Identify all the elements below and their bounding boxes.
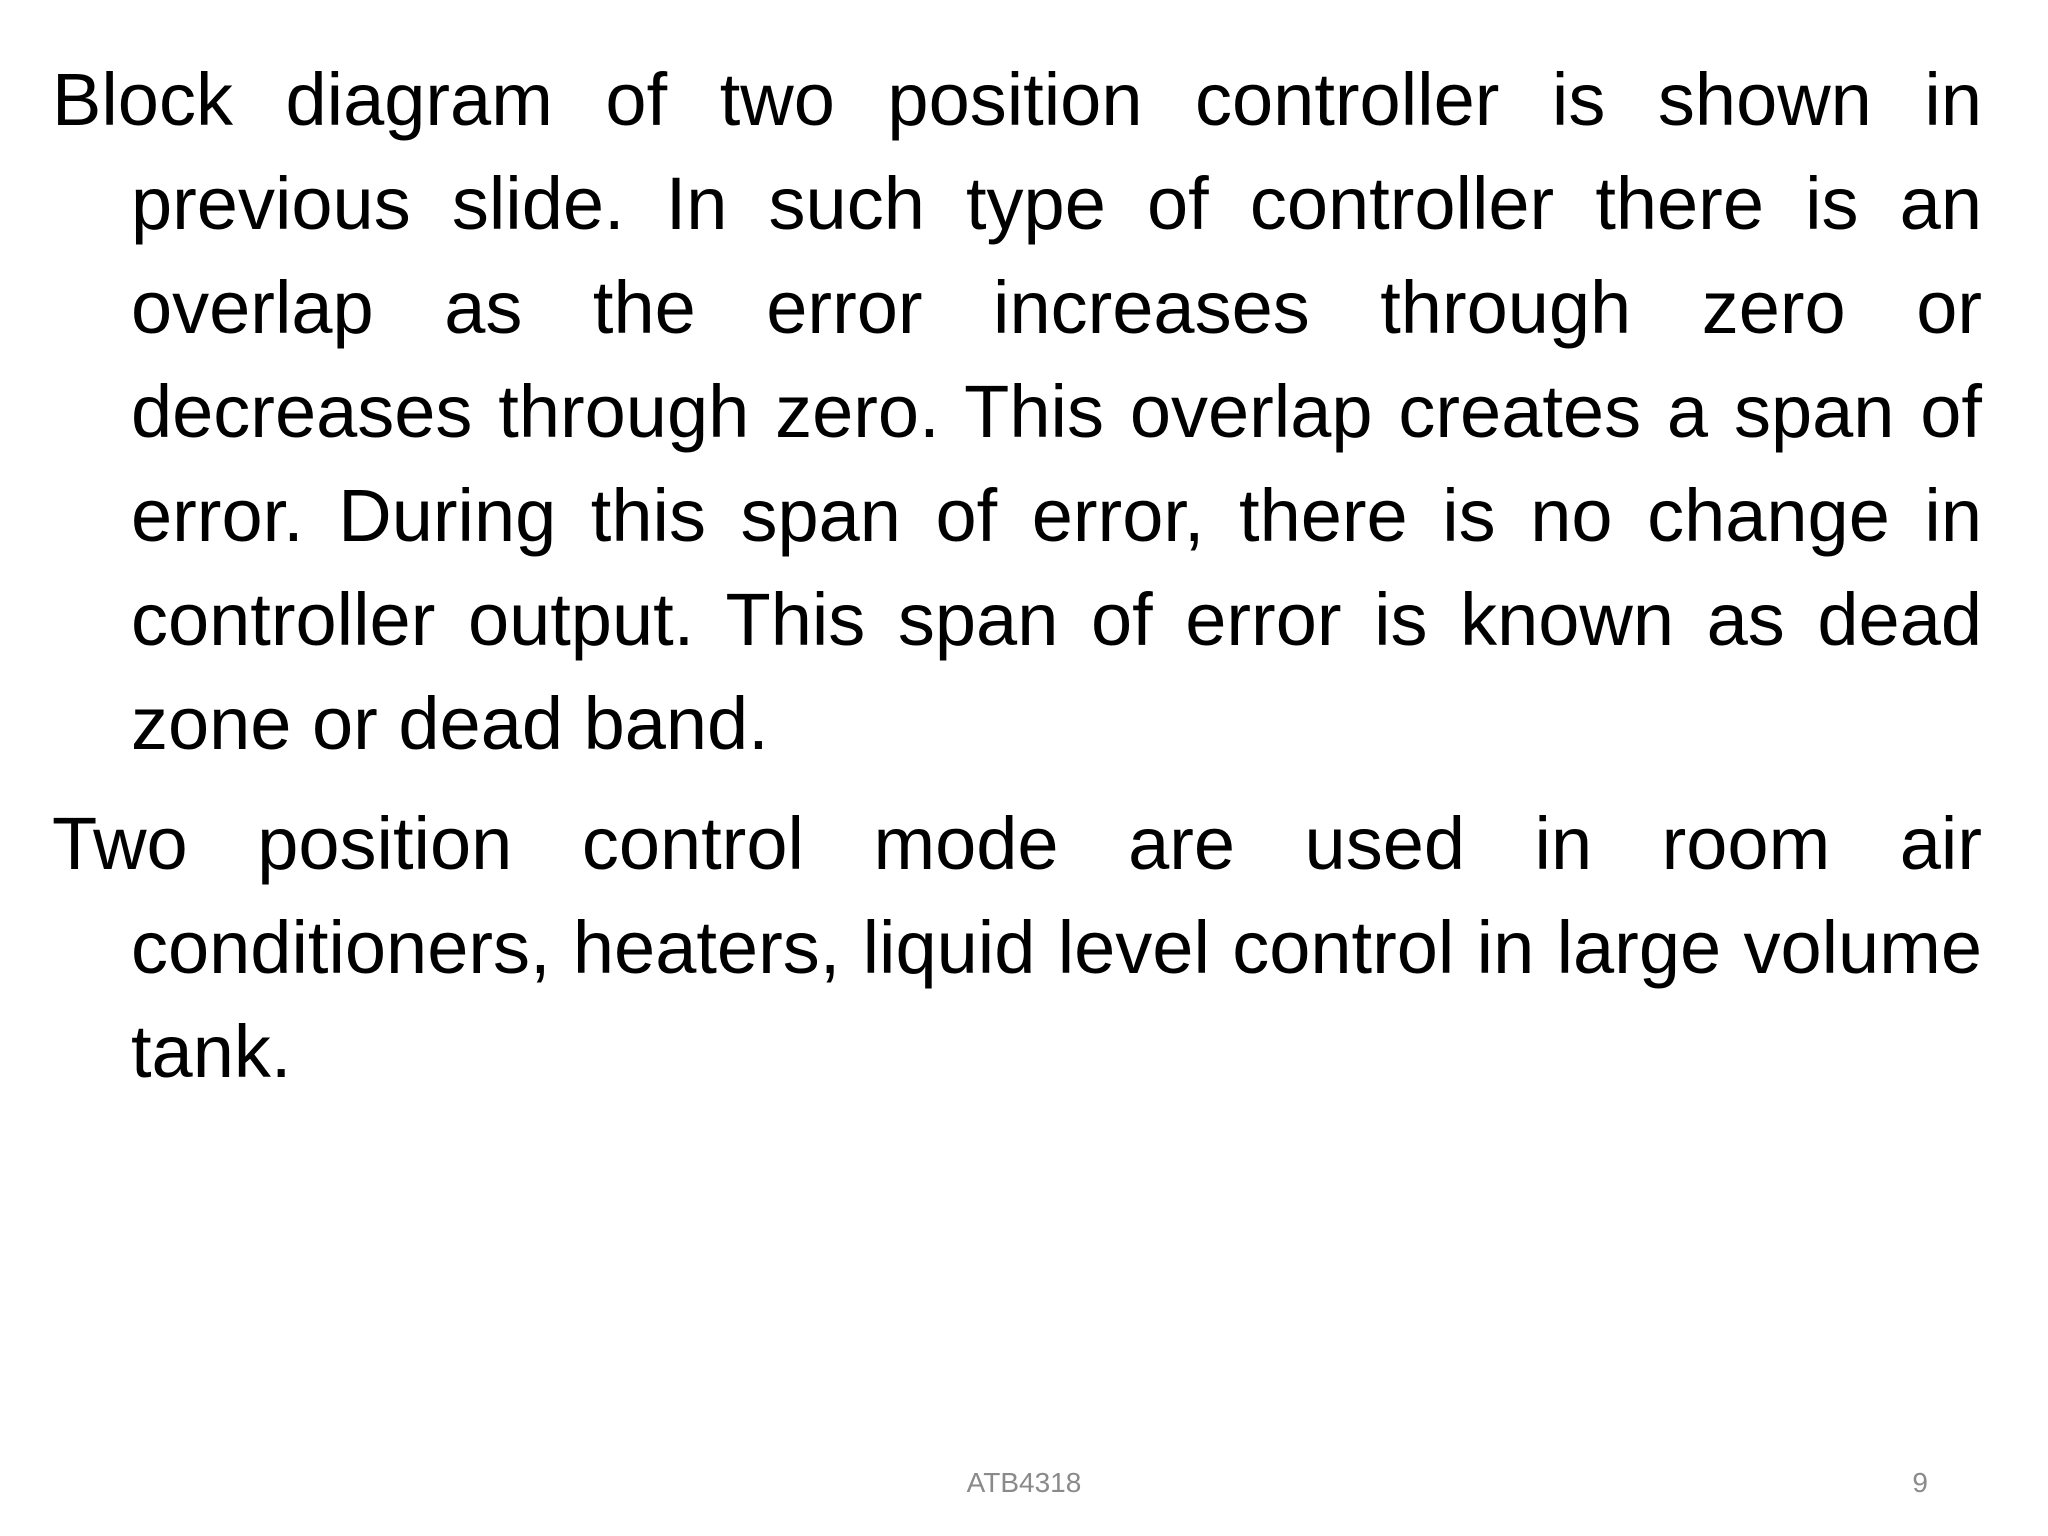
- slide-body: [52, 48, 1982, 1120]
- paragraph-dead-zone: Block diagram of two position controller is shown in previous slide. In such type of controller there is an overlap as the error increases through zero or decreases through zero. This overlap creates a span of error. During this span of error, there is no change in controller output. This span of error is known as dead zone or dead band.: [52, 58, 1982, 765]
- footer-course-code: ATB4318: [966, 1467, 1082, 1498]
- paragraph-applications: Two position control mode are used in room air conditioners, heaters, liquid level control in large volume tank.: [52, 802, 1982, 1093]
- footer-page-number: 9: [1912, 1467, 1928, 1498]
